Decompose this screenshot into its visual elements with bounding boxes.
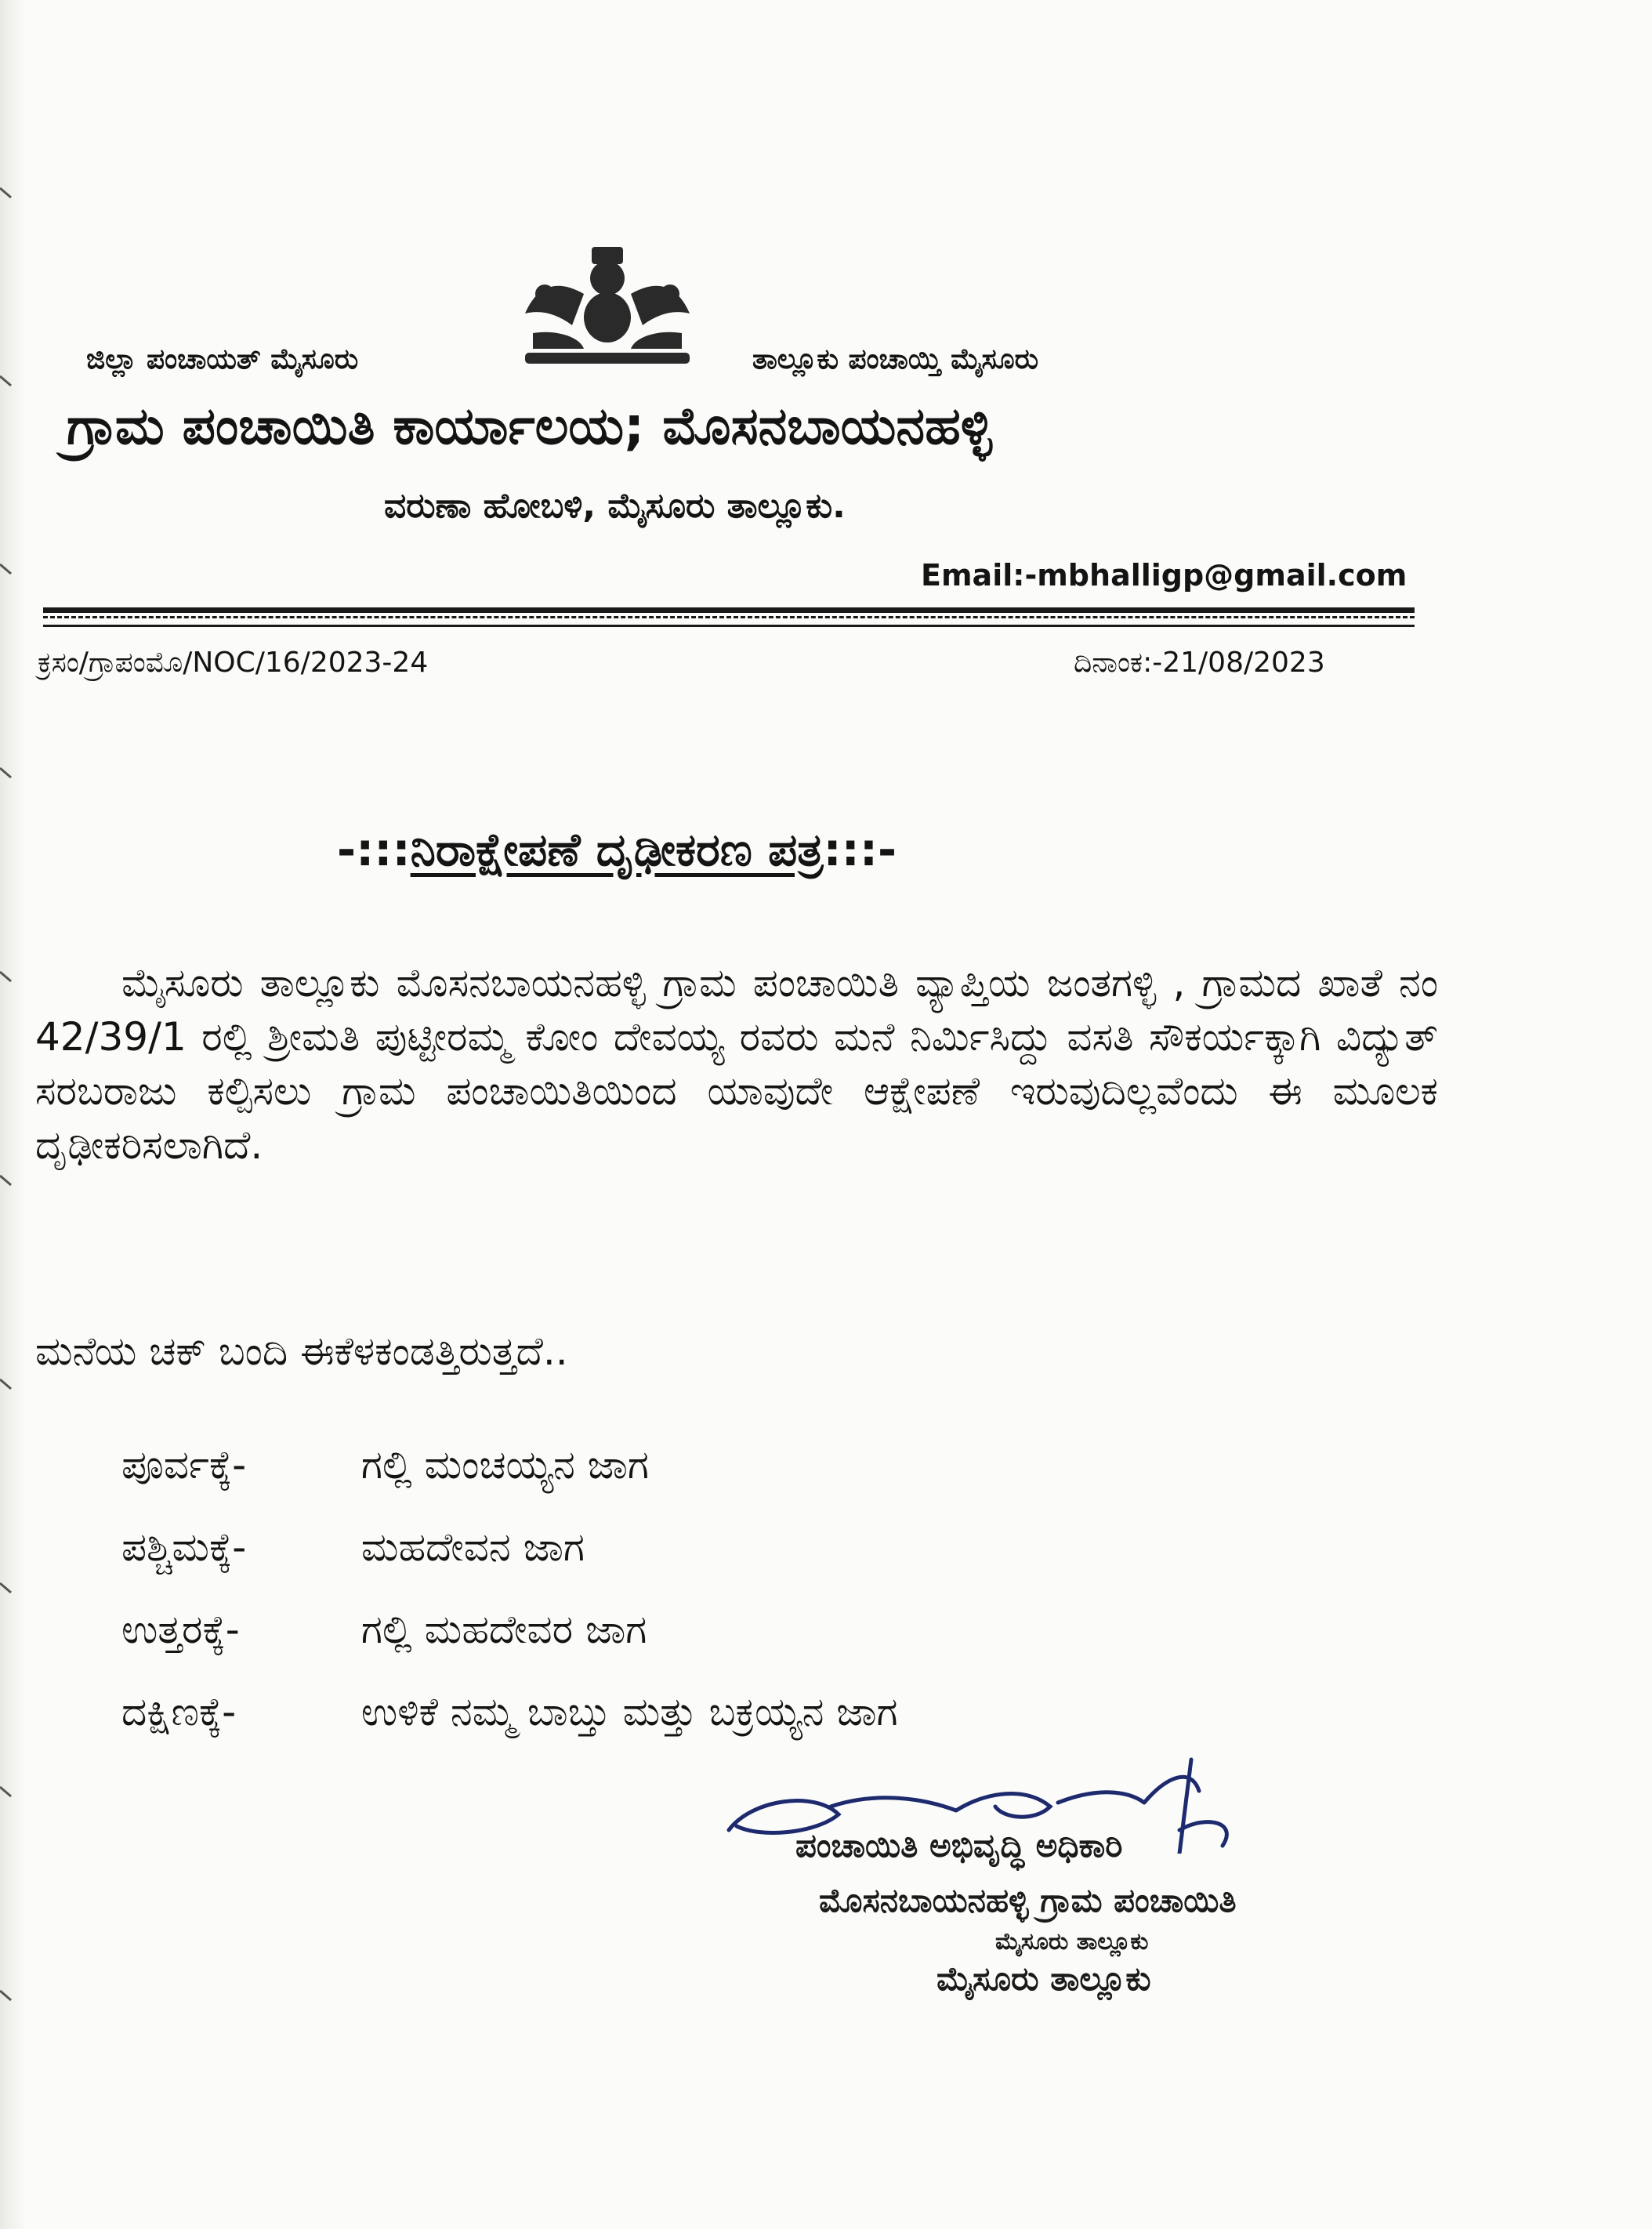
document-title	[337, 823, 897, 877]
zilla-panchayat-heading: ಜಿಲ್ಲಾ ಪಂಚಾಯತ್ ಮೈಸೂರು	[86, 343, 359, 375]
boundary-west	[121, 1524, 585, 1571]
paragraph-text: ಮೈಸೂರು ತಾಲ್ಲೂಕು ಮೊಸನಬಾಯನಹಳ್ಳಿ ಗ್ರಾಮ ಪಂಚಾಯಿತಿ ವ್ಯಾಪ್ತಿಯ ಜಂತಗಳ್ಳಿ , ಗ್ರಾಮದ ಖಾತೆ ನಂ 42/39/1 ರಲ್ಲಿ ಶ್ರೀಮತಿ ಪುಟ್ಟೀರಮ್ಮ ಕೋಂ ದೇವಯ್ಯ ರವರು ಮನೆ ನಿರ್ಮಿಸಿದ್ದು ವಸತಿ ಸೌಕರ್ಯಕ್ಕಾಗಿ ವಿದ್ಯುತ್ ಸರಬರಾಜು ಕಲ್ಪಿಸಲು ಗ್ರಾಮ ಪಂಚಾಯಿತಿಯಿಂದ ಯಾವುದೇ ಆಕ್ಷೇಪಣೆ ಇರುವುದಿಲ್ಲವೆಂದು ಈ ಮೂಲಕ ದೃಢೀಕರಿಸಲಾಗಿದೆ.	[35, 960, 1438, 1168]
office-email: Email:-mbhalligp@gmail.com	[921, 558, 1407, 593]
header-rule-thin	[43, 625, 1415, 627]
boundary-direction: ಪಶ್ಚಿಮಕ್ಕೆ-	[121, 1524, 247, 1570]
binding-marks	[0, 0, 31, 2229]
taluk-panchayat-heading: ತಾಲ್ಲೂಕು ಪಂಚಾಯ್ತಿ ಮೈಸೂರು	[752, 343, 1039, 375]
title-suffix: :::-	[823, 823, 897, 876]
boundary-direction: ದಕ್ಷಿಣಕ್ಕೆ-	[121, 1689, 237, 1734]
boundary-south	[121, 1689, 898, 1735]
seal-taluk-small: ಮೈಸೂರು ತಾಲ್ಲೂಕು	[995, 1928, 1149, 1955]
title-prefix: -:::	[337, 823, 411, 876]
seal-taluk: ಮೈಸೂರು ತಾಲ್ಲೂಕು	[936, 1959, 1151, 1998]
chak-bandi-intro: ಮನೆಯ ಚಕ್ ಬಂದಿ ಈಕೆಳಕಂಡತ್ತಿರುತ್ತದೆ..	[35, 1328, 568, 1374]
letter-date: ದಿನಾಂಕ:-21/08/2023	[1074, 647, 1325, 679]
body-paragraph	[35, 956, 1438, 1172]
header-rule-thick	[43, 607, 1415, 613]
boundary-direction: ಪೂರ್ವಕ್ಕೆ-	[121, 1442, 247, 1488]
boundary-north	[121, 1607, 647, 1653]
boundary-direction: ಉತ್ತರಕ್ಕೆ-	[121, 1607, 240, 1652]
karnataka-emblem-icon	[509, 239, 705, 376]
title-text: ನಿರಾಕ್ಷೇಪಣೆ ದೃಢೀಕರಣ ಪತ್ರ	[410, 823, 824, 876]
boundary-value: ಮಹದೇವನ ಜಾಗ	[360, 1524, 585, 1570]
boundary-value: ಉಳಿಕೆ ನಮ್ಮ ಬಾಬ್ತು ಮತ್ತು ಬಕ್ರಯ್ಯನ ಜಾಗ	[360, 1689, 898, 1734]
office-address: ವರುಣಾ ಹೋಬಳಿ, ಮೈಸೂರು ತಾಲ್ಲೂಕು.	[384, 486, 846, 526]
seal-designation: ಪಂಚಾಯಿತಿ ಅಭಿವೃದ್ಧಿ ಅಧಿಕಾರಿ	[795, 1826, 1123, 1865]
reference-number: ಕ್ರಸಂ/ಗ್ರಾಪಂಮೊ/NOC/16/2023-24	[38, 647, 429, 679]
boundary-value: ಗಲ್ಲಿ ಮಹದೇವರ ಜಾಗ	[360, 1607, 647, 1652]
seal-panchayat: ಮೊಸನಬಾಯನಹಳ್ಳಿ ಗ್ರಾಮ ಪಂಚಾಯಿತಿ	[819, 1881, 1237, 1919]
header-rule-dashed	[43, 616, 1415, 618]
boundary-east	[121, 1442, 649, 1488]
office-name: ಗ್ರಾಮ ಪಂಚಾಯಿತಿ ಕಾರ್ಯಾಲಯ; ಮೊಸನಬಾಯನಹಳ್ಳಿ	[67, 396, 992, 456]
boundary-value: ಗಲ್ಲಿ ಮಂಚಯ್ಯನ ಜಾಗ	[360, 1442, 649, 1488]
